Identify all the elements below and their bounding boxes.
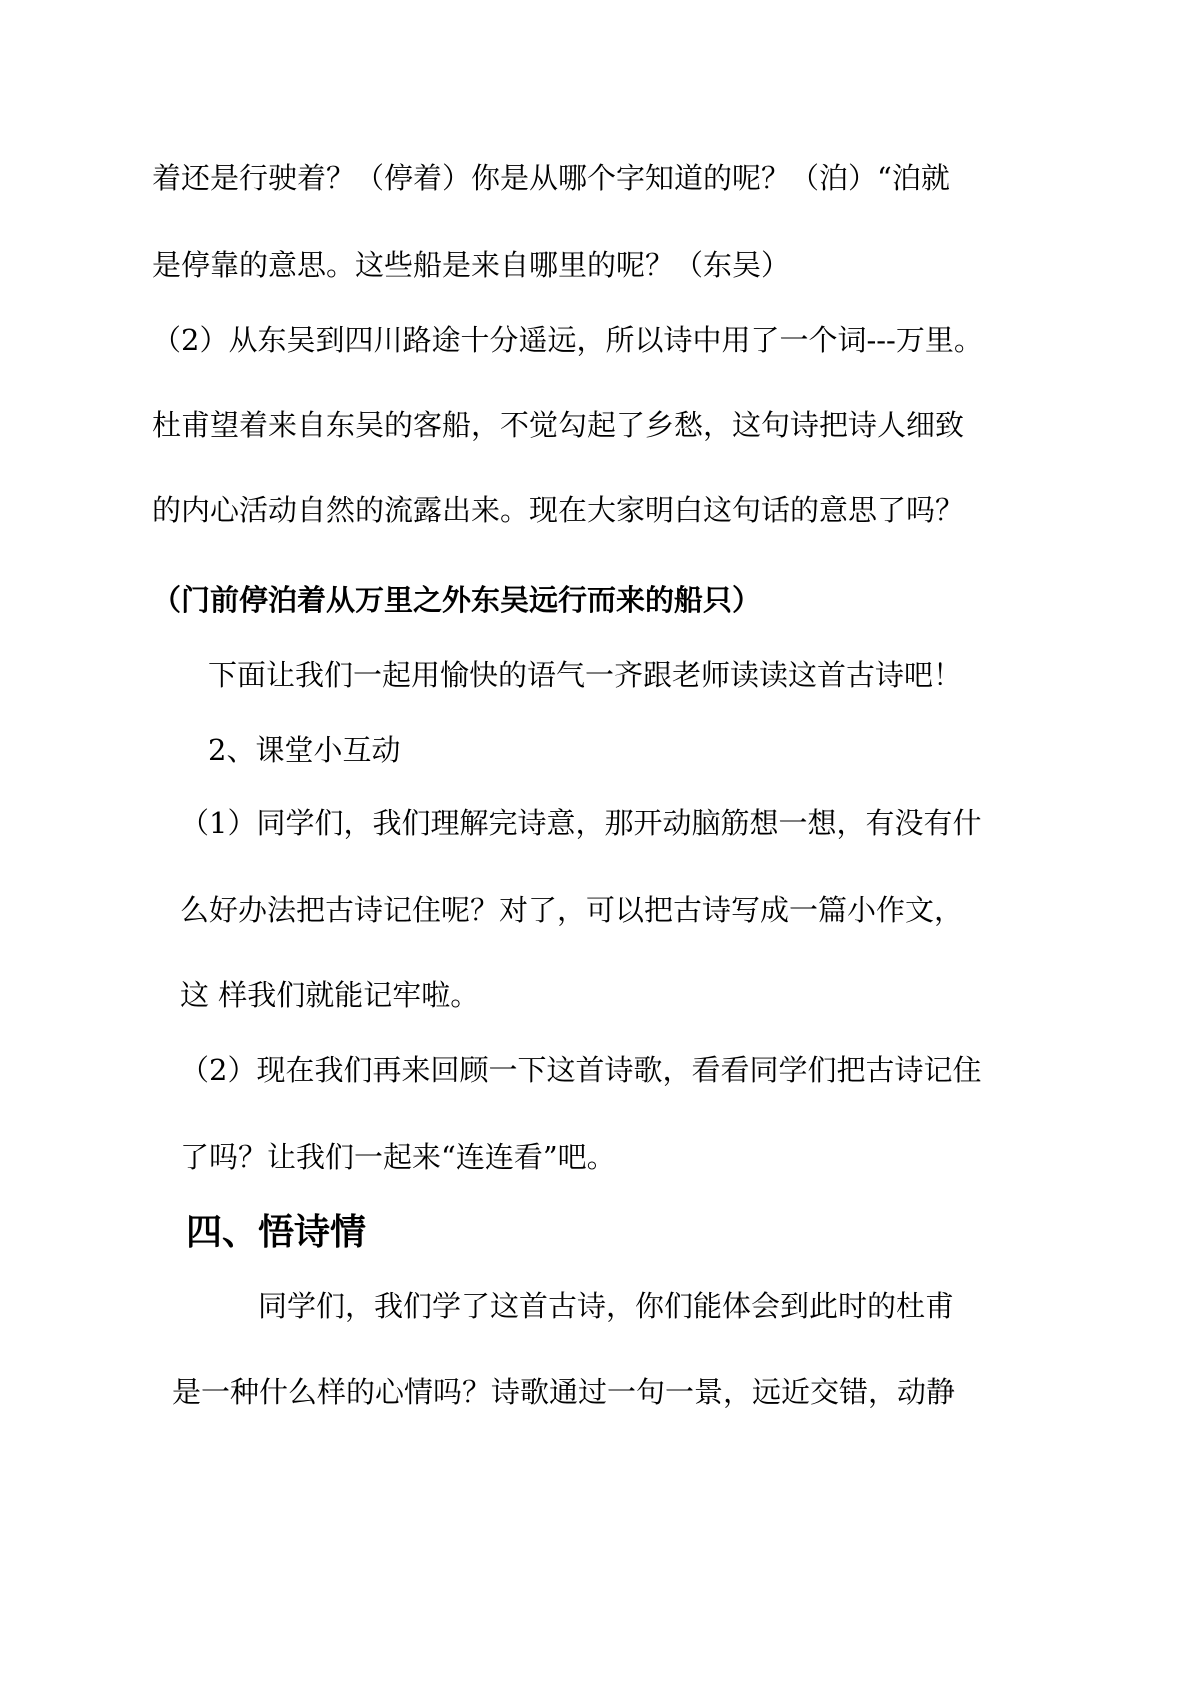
bold-answer-line: （门前停泊着从万里之外东吴远行而来的船只） (152, 583, 762, 617)
paragraph-line: （1）同学们，我们理解完诗意，那开动脑筋想一想，有没有什 (180, 806, 982, 840)
paragraph-line: 同学们，我们学了这首古诗，你们能体会到此时的杜甫 (258, 1289, 955, 1323)
paragraph-line: 着还是行驶着？（停着）你是从哪个字知道的呢？（泊）“泊就 (152, 161, 950, 195)
paragraph-line: 是一种什么样的心情吗？诗歌通过一句一景，远近交错，动静 (172, 1375, 956, 1409)
section-heading: 四、悟诗情 (186, 1211, 367, 1253)
paragraph-line: （2）现在我们再来回顾一下这首诗歌，看看同学们把古诗记住 (180, 1053, 982, 1087)
paragraph-line: 杜甫望着来自东吴的客船，不觉勾起了乡愁，这句诗把诗人细致 (152, 408, 965, 442)
paragraph-line: 的内心活动自然的流露出来。现在大家明白这句话的意思了吗？ (152, 493, 965, 527)
subsection-heading: 2、课堂小互动 (208, 733, 401, 767)
paragraph-line: 么好办法把古诗记住呢？对了，可以把古诗写成一篇小作文， (180, 893, 964, 927)
paragraph-line: 下面让我们一起用愉快的语气一齐跟老师读读这首古诗吧！ (208, 658, 963, 692)
paragraph-line: （2）从东吴到四川路途十分遥远，所以诗中用了一个词---万里。 (152, 323, 983, 357)
paragraph-line: 了吗？让我们一起来“连连看”吧。 (180, 1140, 616, 1174)
paragraph-line: 是停靠的意思。这些船是来自哪里的呢？（东吴） (152, 248, 791, 282)
paragraph-line: 这 样我们就能记牢啦。 (180, 978, 480, 1012)
